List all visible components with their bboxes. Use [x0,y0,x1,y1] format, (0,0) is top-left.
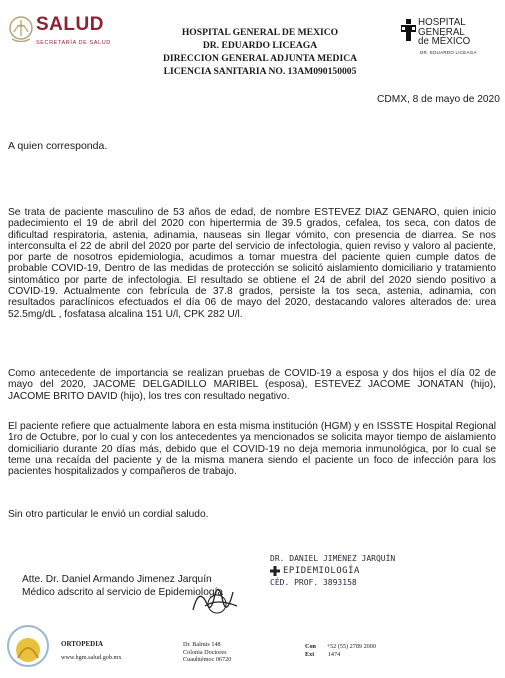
footer-address-line2: Colonia Doctores [183,648,227,656]
salud-logo-subtitle: SECRETARÍA DE SALUD [36,40,111,46]
paragraph-case-history: Se trata de paciente masculino de 53 años de edad, de nombre ESTEVEZ DIAZ GENARO, quien inicio padecimiento el 19 de abril del 2020 con hipertermia de 39.5 grados, cefalea, tos seca, con datos de dificultad respiratoria, astenia, adinamia, nauseas sin llegar vómito, con presencia de diarrea. Se nos interconsulta el 22 de abril del 2020 por parte del servicio de infectologia, quien reviso y valoro al paciente, por parte de nosotros epidemiologia, acudimos a tomar muestra del paciente quien cumple datos de probable COVID-19, Dentro de las medidas de protección se solicitó aislamiento domiciliario y tratamiento sintomático por parte de infectologia. El resultado se obtiene el 24 de abril del 2020 siendo positivo a COVID-19. Actualmente con febrícula de 37.8 grados, persiste la tos seca, astenia, adinamia, con resultados paraclínicos efectuados el día 06 de mayo del 2020, destacando valores alterados de: urea 52.5mg/dL , fosfatasa alcalina 151 U/l, CPK 282 U/l. [8,207,496,320]
salud-logo-name: SALUD [36,14,104,35]
hgm-logo [401,18,416,53]
footer-contact [305,643,376,658]
stamp-name: DR. DANIEL JIMÉNEZ JARQUÍN [270,554,396,563]
hospital-direction: DIRECCION GENERAL ADJUNTA MEDICA [162,53,358,64]
footer-contact-label: Con [305,643,317,650]
footer-address-line3: Cuauhtémoc 06720 [183,656,232,663]
footer-website: www.hgm.salud.gob.mx [61,653,122,661]
footer-department: ORTOPEDIA [61,640,104,648]
salud-logo [8,12,34,51]
hgm-cross-icon [401,18,416,48]
stamp-department: EPIDEMIOLOGÍA [283,566,360,576]
hospital-director: DR. EDUARDO LICEAGA [202,40,318,51]
handwritten-signature-icon [185,580,245,620]
hgm-logo-subtitle: DR. EDUARDO LICEAGA [420,50,477,55]
hgm-logo-line3: de MÉXICO [418,36,471,47]
stamp-license: CÉD. PROF. 3893158 [270,578,357,587]
letter-date: CDMX, 8 de mayo de 2020 [377,94,500,105]
eagle-emblem-icon [8,12,34,46]
paragraph-isolation-request: El paciente refiere que actualmente labora en esta misma institución (HGM) y en ISSSTE Hospital Regional 1ro de Octubre, por lo cual y con los antecedentes ya mencionados se solicita mayor tiempo de aislamiento domiciliario durante 20 días más, debido que el COVID-19 no deja memoria inmunológica, por lo cual se teme una recaída del paciente y de la misma manera siendo el paciente un foco de infección para los pacientes hospitalizados y compañeros de trabajo. [8,421,496,478]
hgm-logo-line2: GENERAL [418,26,465,38]
footer-ext: 1474 [327,650,341,658]
sanitary-license: LICENCIA SANITARIA NO. 13AM090150005 [163,66,357,77]
footer-ext-label: Ext [305,650,315,658]
signature-title: Médico adscrito al servicio de Epidemiología [22,587,224,598]
stamp-cross-icon [270,566,280,576]
footer-department-block [61,641,121,661]
greeting: A quien corresponda. [8,140,108,152]
letterhead [140,26,380,78]
footer-address [183,641,231,664]
hospital-seal-icon [6,618,50,674]
hospital-name: HOSPITAL GENERAL DE MEXICO [181,27,339,38]
footer-phone: +52 (55) 2789 2000 [326,643,376,650]
paragraph-family-tests: Como antecedente de importancia se realizan pruebas de COVID-19 a esposa y dos hijos el día 02 de mayo del 2020, JACOME DELGADILLO MARIBEL (esposa), ESTEVEZ JACOME JONATAN (hijo), JACOME BRITO DAVID (hijo), los tres con resultado negativo. [8,368,496,402]
signature-name: Atte. Dr. Daniel Armando Jimenez Jarquín [22,574,212,585]
hgm-logo-text [418,18,470,47]
paragraph-closing: Sin otro particular le envió un cordial saludo. [8,509,209,520]
hgm-logo-line1: HOSPITAL [418,17,466,28]
doctor-stamp [270,553,395,589]
footer-address-line1: Dr. Balmis 148 [183,641,221,648]
